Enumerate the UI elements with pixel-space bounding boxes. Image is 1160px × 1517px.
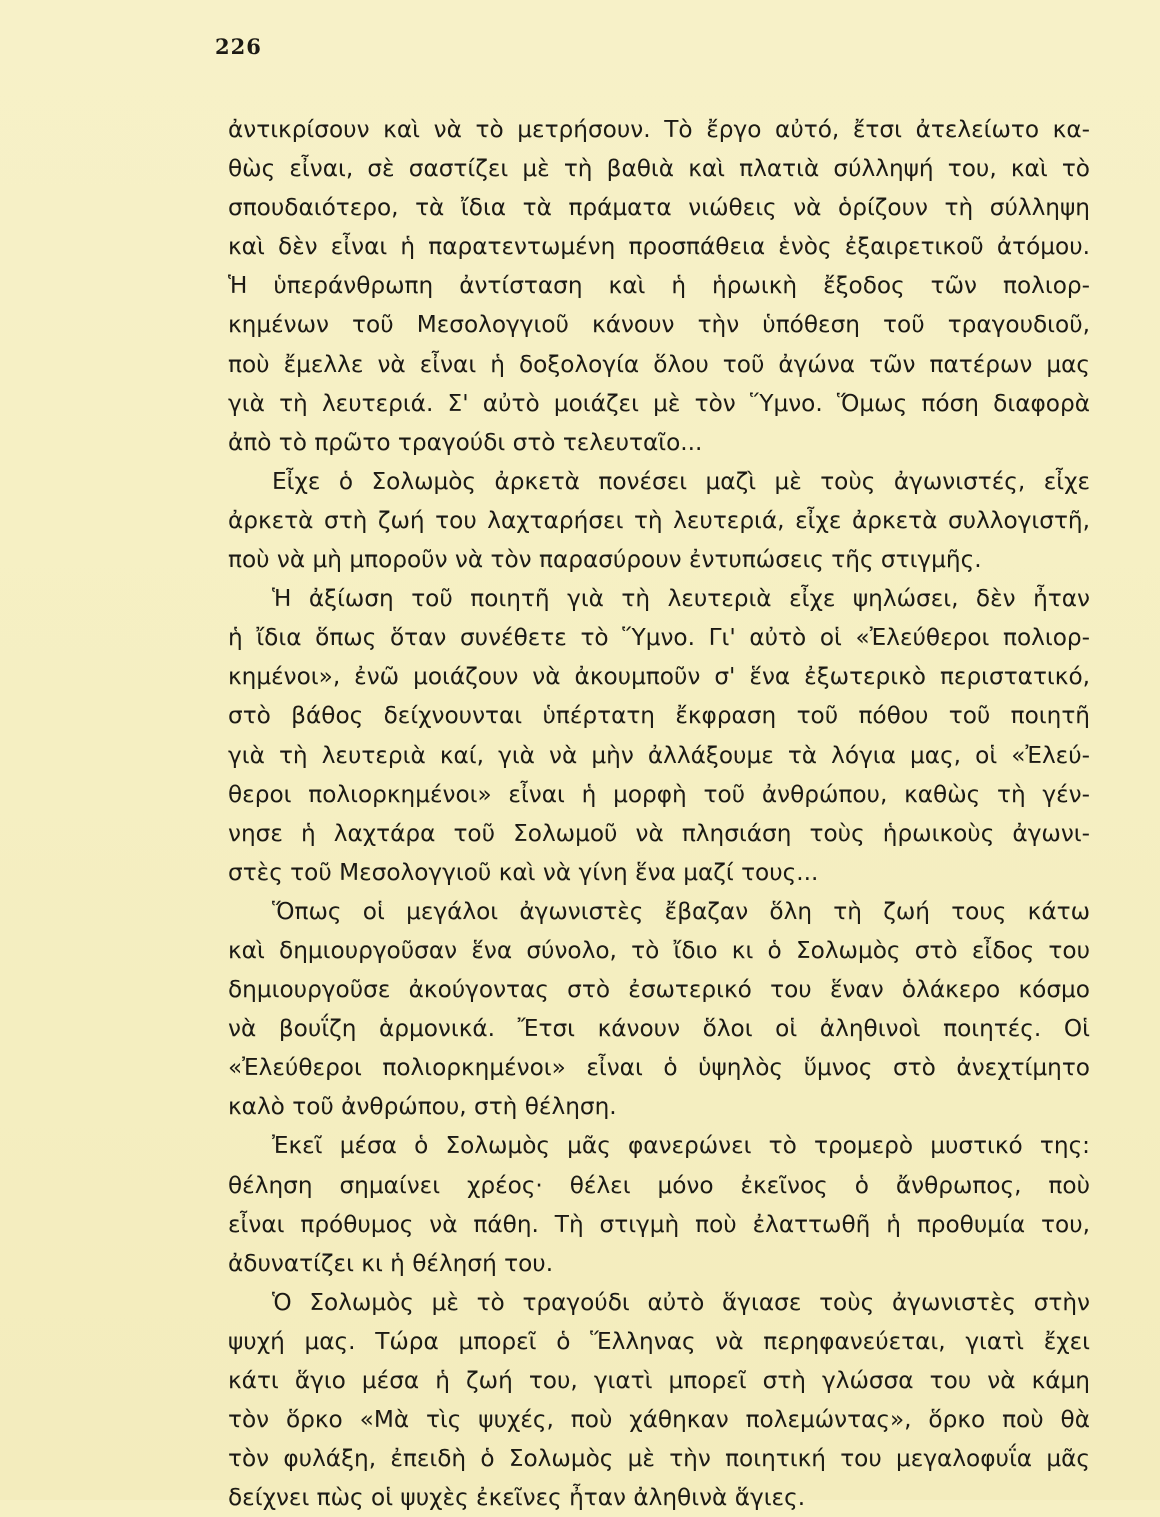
text-line: «Ἐλεύθεροι πολιορκημένοι» εἶναι ὁ ὑψηλὸς ὕμνος στὸ ἀνεχτίμητο xyxy=(228,1054,1090,1082)
text-line: στὸ βάθος δείχνουνται ὑπέρτατη ἔκφραση τοῦ πόθου τοῦ ποιητῆ xyxy=(228,702,1090,730)
text-line: θεροι πολιορκημένοι» εἶναι ἡ μορφὴ τοῦ ἀνθρώπου, καθὼς τὴ γέν- xyxy=(228,780,1090,808)
text-line: ἀντικρίσουν καὶ νὰ τὸ μετρήσουν. Τὸ ἔργο αὐτό, ἔτσι ἀτελείωτο κα- xyxy=(228,116,1090,143)
text-line: ψυχή μας. Τώρα μπορεῖ ὁ Ἕλληνας νὰ περηφανεύεται, γιατὶ ἔχει xyxy=(228,1327,1090,1355)
text-line: καὶ δημιουργοῦσαν ἕνα σύνολο, τὸ ἴδιο κι ὁ Σολωμὸς στὸ εἶδος του xyxy=(228,936,1090,964)
text-line: Ὅπως οἱ μεγάλοι ἀγωνιστὲς ἔβαζαν ὅλη τὴ ζωή τους κάτω xyxy=(272,897,1090,925)
text-line: δημιουργοῦσε ἀκούγοντας στὸ ἐσωτερικό του ἕναν ὁλάκερο κόσμο xyxy=(228,976,1090,1004)
text-line: εἶναι πρόθυμος νὰ πάθη. Τὴ στιγμὴ ποὺ ἐλαττωθῆ ἡ προθυμία του, xyxy=(228,1210,1090,1238)
text-line: τὸν ὅρκο «Μὰ τὶς ψυχές, ποὺ χάθηκαν πολεμώντας», ὅρκο ποὺ θὰ xyxy=(228,1406,1090,1434)
text-line: ποὺ νὰ μὴ μποροῦν νὰ τὸν παρασύρουν ἐντυπώσεις τῆς στιγμῆς. xyxy=(228,546,982,574)
text-line: νησε ἡ λαχτάρα τοῦ Σολωμοῦ νὰ πλησιάση τοὺς ἡρωικοὺς ἀγωνι- xyxy=(228,819,1090,847)
text-line: ἡ ἴδια ὅπως ὅταν συνέθετε τὸ Ὕμνο. Γι' αὐτὸ οἱ «Ἐλεύθεροι πολιορ- xyxy=(228,624,1090,652)
page-number: 226 xyxy=(215,34,262,59)
text-line: ποὺ ἔμελλε νὰ εἶναι ἡ δοξολογία ὅλου τοῦ ἀγώνα τῶν πατέρων μας xyxy=(228,350,1090,378)
text-line: κάτι ἅγιο μέσα ἡ ζωή του, γιατὶ μπορεῖ στὴ γλώσσα του νὰ κάμη xyxy=(228,1367,1090,1394)
text-line: γιὰ τὴ λευτεριά. Σ' αὐτὸ μοιάζει μὲ τὸν Ὕμνο. Ὅμως πόση διαφορὰ xyxy=(228,389,1090,417)
text-line: κημένοι», ἐνῶ μοιάζουν νὰ ἀκουμποῦν σ' ἕνα ἐξωτερικὸ περιστατικό, xyxy=(228,663,1090,691)
text-line: καλὸ τοῦ ἀνθρώπου, στὴ θέληση. xyxy=(228,1093,617,1121)
text-line: καὶ δὲν εἶναι ἡ παρατεντωμένη προσπάθεια ἑνὸς ἐξαιρετικοῦ ἀτόμου. xyxy=(228,233,1090,261)
text-line: δείχνει πὼς οἱ ψυχὲς ἐκεῖνες ἦταν ἀληθινὰ ἅγιες. xyxy=(228,1484,806,1512)
text-line: ἀρκετὰ στὴ ζωή του λαχταρήσει τὴ λευτεριά, εἶχε ἀρκετὰ συλλογιστῆ, xyxy=(228,506,1090,534)
text-line: γιὰ τὴ λευτεριὰ καί, γιὰ νὰ μὴν ἀλλάξουμε τὰ λόγια μας, οἱ «Ἐλεύ- xyxy=(228,741,1090,769)
text-line: σπουδαιότερο, τὰ ἴδια τὰ πράματα νιώθεις νὰ ὁρίζουν τὴ σύλληψη xyxy=(228,194,1090,222)
text-line: κημένων τοῦ Μεσολογγιοῦ κάνουν τὴν ὑπόθεση τοῦ τραγουδιοῦ, xyxy=(228,311,1090,339)
text-line: θὼς εἶναι, σὲ σαστίζει μὲ τὴ βαθιὰ καὶ πλατιὰ σύλληψή του, καὶ τὸ xyxy=(228,155,1090,183)
text-line: Εἶχε ὁ Σολωμὸς ἀρκετὰ πονέσει μαζὶ μὲ τοὺς ἀγωνιστές, εἶχε xyxy=(272,467,1090,495)
text-line: Ἡ ὑπεράνθρωπη ἀντίσταση καὶ ἡ ἡρωικὴ ἔξοδος τῶν πολιορ- xyxy=(228,272,1090,300)
text-line: θέληση σημαίνει χρέος· θέλει μόνο ἐκεῖνος ὁ ἄνθρωπος, ποὺ xyxy=(228,1171,1090,1199)
body-text xyxy=(228,110,1090,1517)
text-line: Ὁ Σολωμὸς μὲ τὸ τραγούδι αὐτὸ ἅγιασε τοὺς ἀγωνιστὲς στὴν xyxy=(272,1288,1090,1316)
text-line: τὸν φυλάξη, ἐπειδὴ ὁ Σολωμὸς μὲ τὴν ποιητική του μεγαλοφυΐα μᾶς xyxy=(228,1445,1090,1473)
text-line: Ἡ ἀξίωση τοῦ ποιητῆ γιὰ τὴ λευτεριὰ εἶχε ψηλώσει, δὲν ἦταν xyxy=(272,585,1090,613)
text-line: νὰ βουΐζη ἁρμονικά. Ἔτσι κάνουν ὅλοι οἱ ἀληθινοὶ ποιητές. Οἱ xyxy=(228,1015,1090,1043)
text-line: στὲς τοῦ Μεσολογγιοῦ καὶ νὰ γίνη ἕνα μαζί τους... xyxy=(228,858,819,886)
text-line: ἀπὸ τὸ πρῶτο τραγούδι στὸ τελευταῖο... xyxy=(228,428,703,456)
text-line: Ἐκεῖ μέσα ὁ Σολωμὸς μᾶς φανερώνει τὸ τρομερὸ μυστικό της: xyxy=(272,1132,1090,1160)
text-line: ἀδυνατίζει κι ἡ θέλησή του. xyxy=(228,1249,554,1277)
